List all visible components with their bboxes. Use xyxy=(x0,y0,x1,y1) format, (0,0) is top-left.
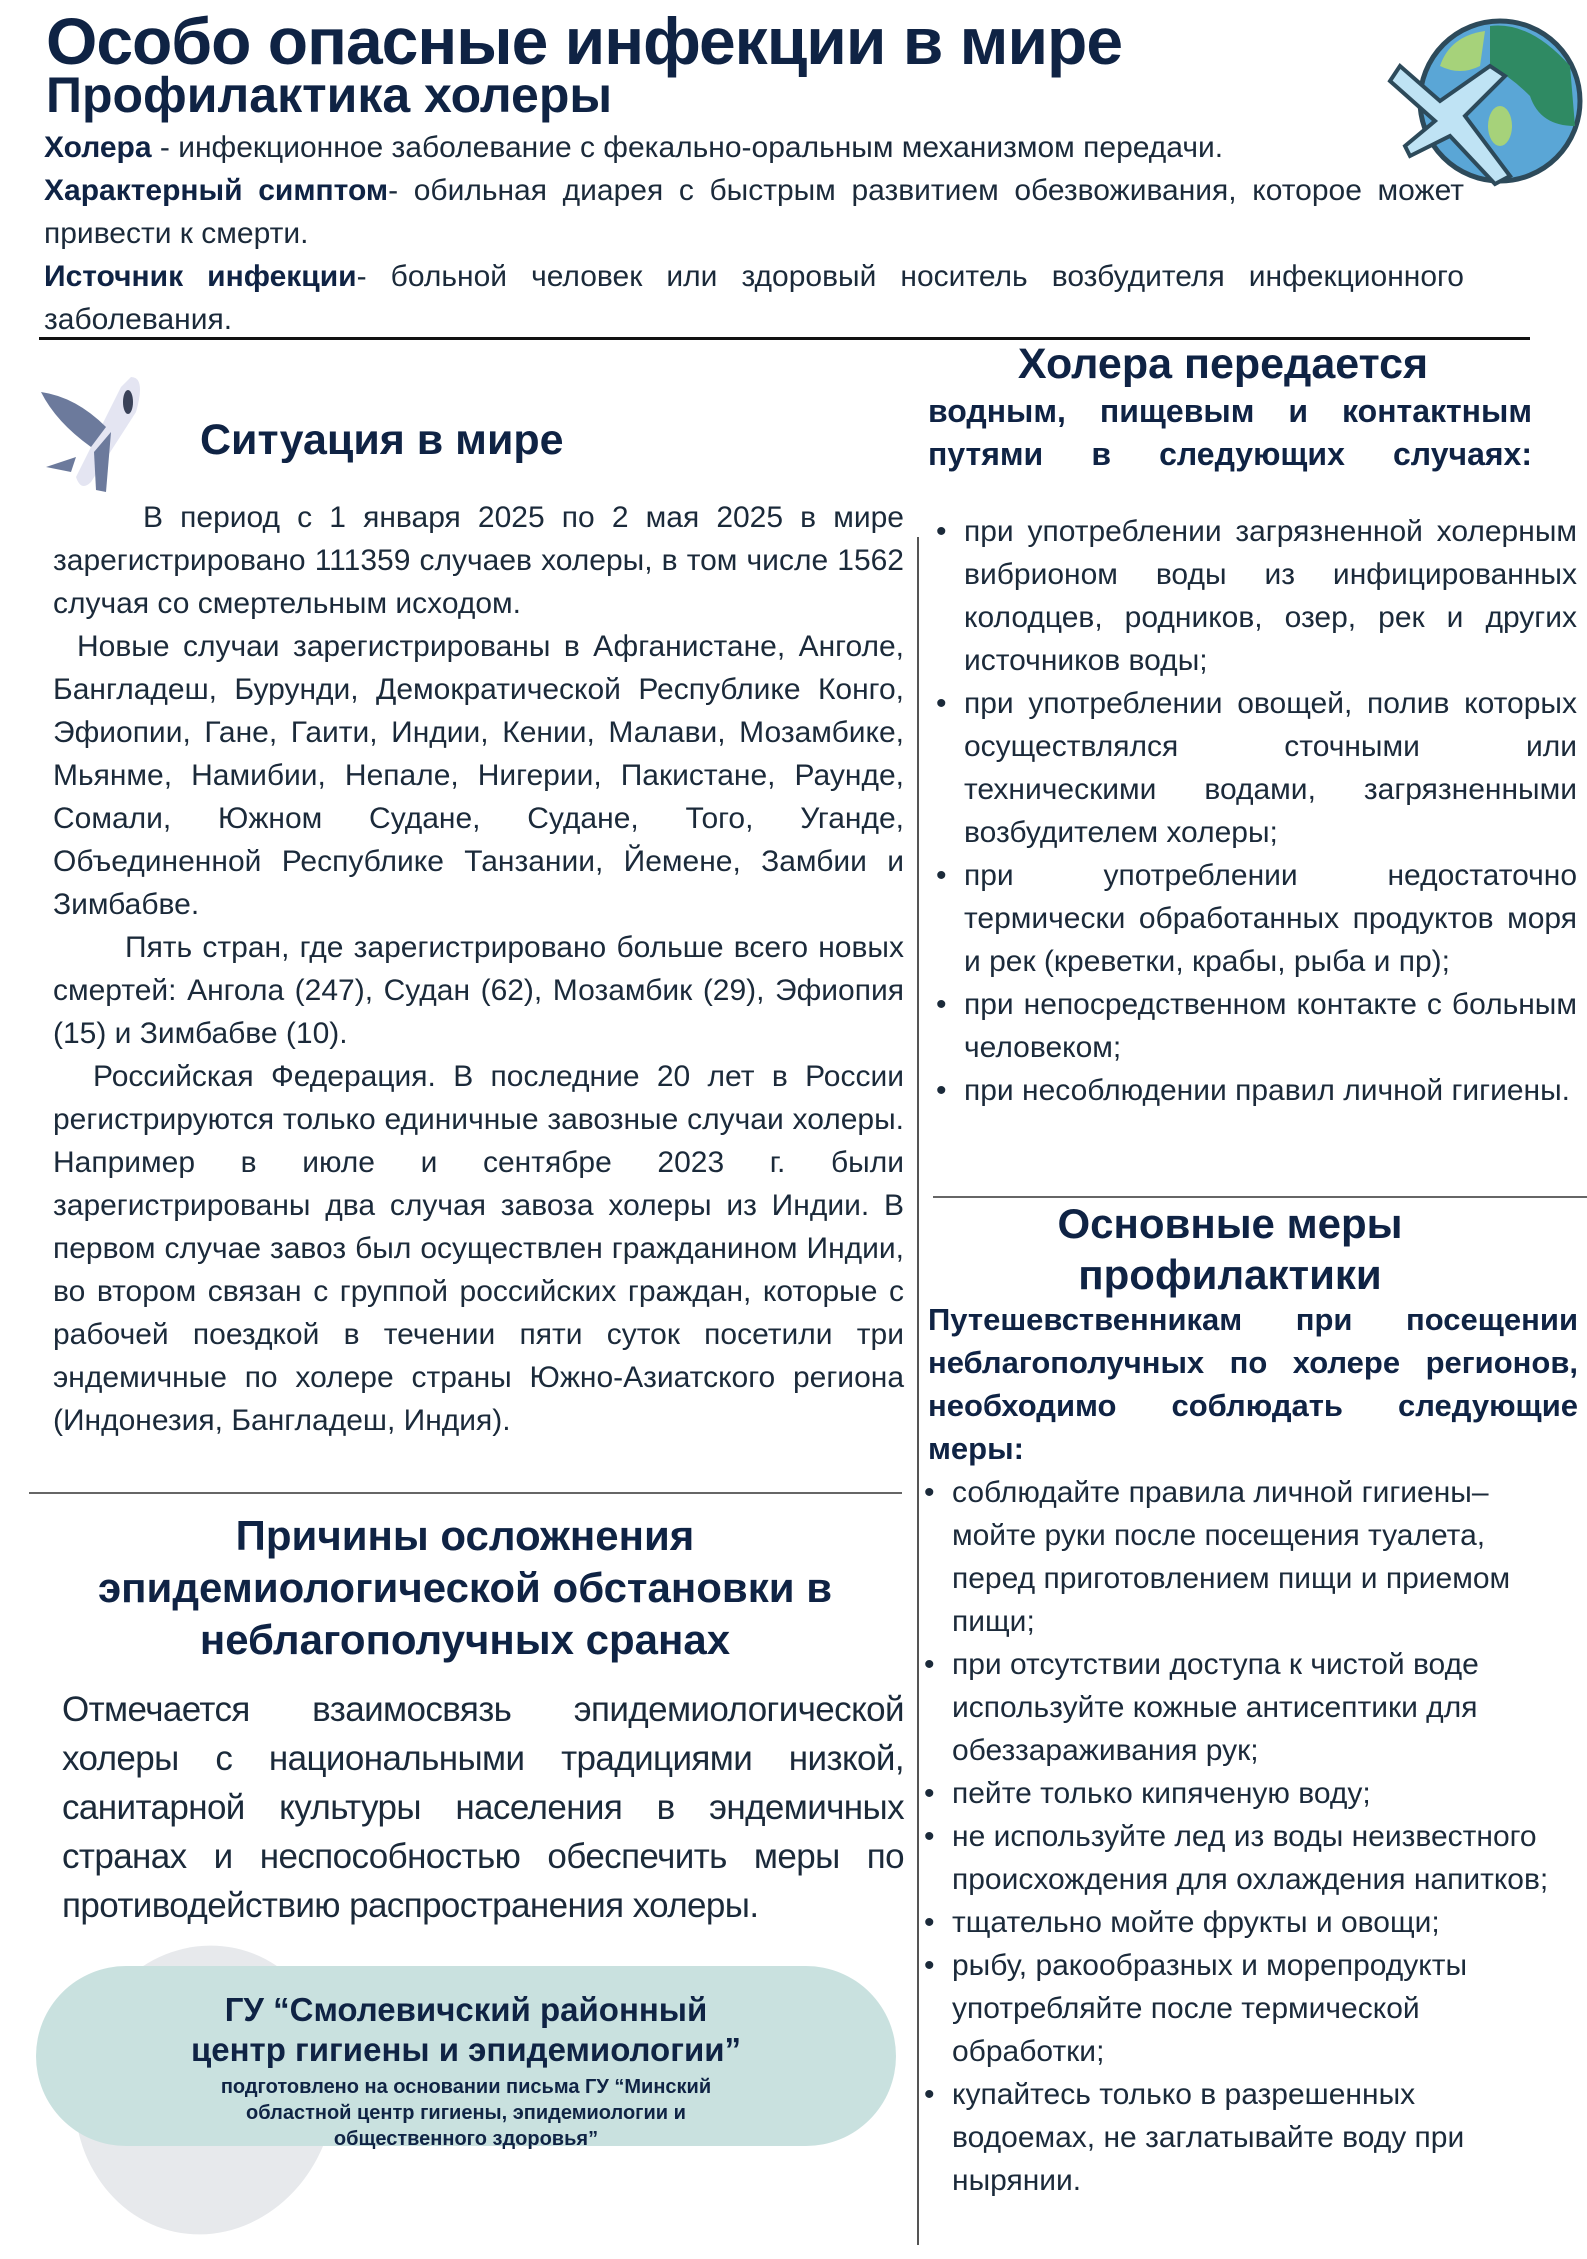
list-item: • при несоблюдении правил личной гигиены. xyxy=(930,1069,1577,1112)
prevention-lead: Путешевственникам при посещении неблагополучных по холере регионов, необходимо соблюдать следующие меры: xyxy=(928,1302,1578,1466)
cholera-definition: - инфекционное заболевание с фекально-оральным механизмом передачи. xyxy=(151,131,1224,164)
list-item: • купайтесь только в разрешенных водоемах, не заглатывайте воду при нырянии. xyxy=(918,2073,1558,2202)
organization-name: ГУ “Смолевичский районный центр гигиены и эпидемиологии” xyxy=(190,1991,742,2068)
intro-section xyxy=(44,126,1464,341)
causes-text: Отмечается взаимосвязь эпидемиологической холеры с национальными традициями низкой, санитарной культуры населения в эндемичных странах и неспособностью обеспечить меры по противодействию распространения холеры. xyxy=(62,1690,904,1925)
airplane-icon xyxy=(36,372,152,496)
world-situation-title: Ситуация в мире xyxy=(200,416,564,464)
source-term: Источник инфекции xyxy=(44,260,357,293)
world-paragraph: В период с 1 января 2025 по 2 мая 2025 в мире зарегистрировано 111359 случаев холеры, в том числе 1562 случая со смертельным исходом. xyxy=(53,501,904,620)
page-subtitle: Профилактика холеры xyxy=(46,67,613,123)
list-item: • не используйте лед из воды неизвестного происхождения для охлаждения напитков; xyxy=(918,1815,1558,1901)
symptom-definition: - обильная диарея с быстрым развитием обезвоживания, которое может привести к смерти. xyxy=(44,174,1465,250)
source-definition: - больной человек или здоровый носитель возбудителя инфекционного заболевания. xyxy=(44,260,1464,336)
causes-title: Причины осложнения эпидемиологической обстановки в неблагополучных сранах xyxy=(97,1512,833,1663)
list-item: • при отсутствии доступа к чистой воде используйте кожные антисептики для обеззараживания рук; xyxy=(918,1643,1558,1772)
symptom-term: Характерный симптом xyxy=(44,174,389,207)
transmission-list xyxy=(930,510,1577,1112)
list-item: • тщательно мойте фрукты и овощи; xyxy=(918,1901,1558,1944)
list-item: • при употреблении недостаточно термически обработанных продуктов моря и рек (креветки, крабы, рыба и пр); xyxy=(930,854,1577,983)
list-item: • при непосредственном контакте с больным человеком; xyxy=(930,983,1577,1069)
list-item: • при употреблении овощей, полив которых осуществлялся сточными или техническими водами, загрязненными возбудителем холеры; xyxy=(930,682,1577,854)
transmission-lead: водным, пищевым и контактным путями в следующих случаях: xyxy=(928,393,1532,472)
world-paragraph: Российская Федерация. В последние 20 лет в России регистрируются только единичные завозные случаи холеры. Например в июле и сентябре 2023 г. были зарегистрированы два случая завоза холеры из Индии. В первом случае завоз был осуществлен гражданином Индии, во втором связан с группой российских граждан, которые с рабочей поездкой в течении пяти суток посетили три эндемичные по холере страны Южно-Азиатского региона (Индонезия, Бангладеш, Индия). xyxy=(53,1060,904,1437)
world-situation-text xyxy=(53,496,904,1442)
list-item: • рыбу, ракообразных и морепродукты употребляйте после термической обработки; xyxy=(918,1944,1558,2073)
list-item: • пейте только кипяченую воду; xyxy=(918,1772,1558,1815)
world-paragraph: Новые случаи зарегистрированы в Афганистане, Анголе, Бангладеш, Бурунди, Демократической Республике Конго, Эфиопии, Гане, Гаити, Индии, Кении, Малави, Мозамбике, Мьянме, Намибии, Непале, Нигерии, Пакистане, Раунде, Сомали, Южном Судане, Судане, Того, Уганде, Объединенной Республике Танзании, Йемене, Замбии и Зимбабве. xyxy=(53,630,904,921)
cholera-term: Холера xyxy=(44,131,152,164)
page-title: Особо опасные инфекции в мире xyxy=(46,4,1123,78)
prevention-title: Основные меры профилактики xyxy=(1057,1200,1403,1298)
world-paragraph: Пять стран, где зарегистрировано больше всего новых смертей: Ангола (247), Судан (62), Мозамбик (29), Эфиопия (15) и Зимбабве (10). xyxy=(53,931,904,1050)
list-item: • соблюдайте правила личной гигиены– мойте руки после посещения туалета, перед приготовлением пищи и приемом пищи; xyxy=(918,1471,1558,1643)
list-item: • при употреблении загрязненной холерным вибрионом воды из инфицированных колодцев, родников, озер, рек и других источников воды; xyxy=(930,510,1577,682)
transmission-title: Холера передается xyxy=(1017,340,1429,388)
prevention-list xyxy=(918,1471,1558,2202)
organization-banner xyxy=(36,1966,896,2150)
left-divider xyxy=(29,1492,902,1494)
source-note: подготовлено на основании письма ГУ “Минский областной центр гигиены, эпидемиологии и общественного здоровья” xyxy=(220,2076,712,2150)
